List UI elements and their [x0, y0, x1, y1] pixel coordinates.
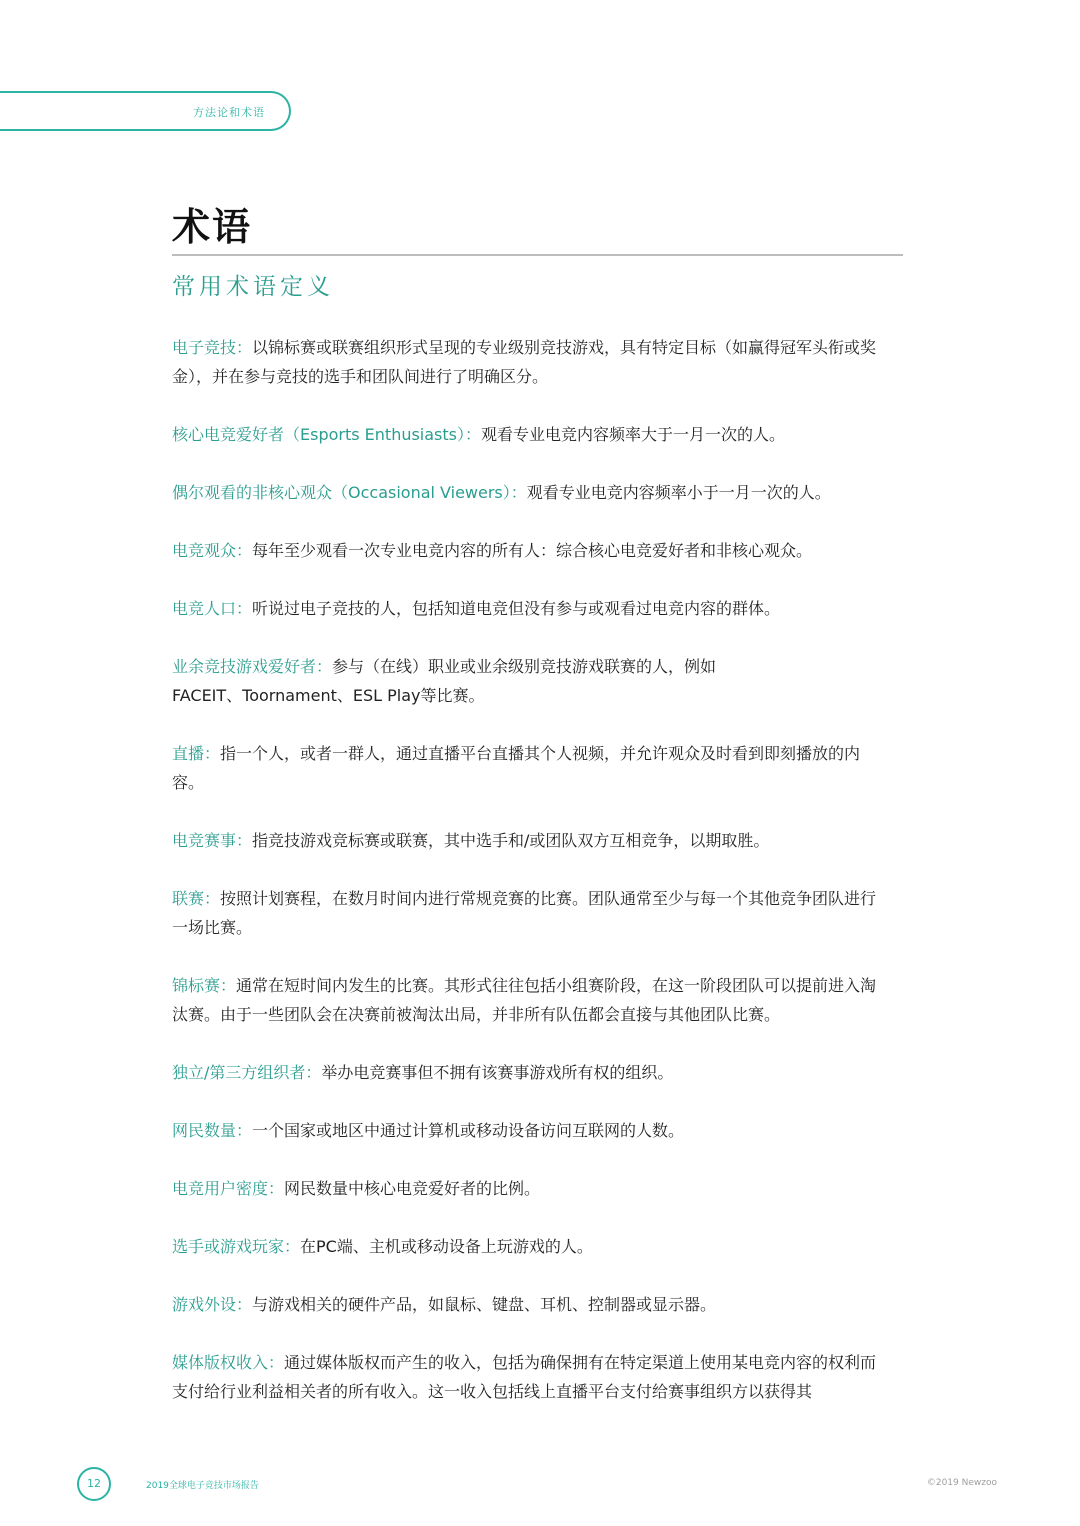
section-tab-label: 方法论和术语 — [193, 106, 265, 119]
definition-text: 指一个人，或者一群人，通过直播平台直播其个人视频，并允许观众及时看到即刻播放的内容。 — [172, 744, 861, 792]
definition-term: 直播： — [172, 744, 221, 763]
definition-term: 电竞赛事： — [172, 831, 253, 850]
definition-item — [172, 333, 892, 391]
definition-item — [172, 1058, 892, 1087]
definition-item — [172, 536, 892, 565]
definition-term: 独立/第三方组织者： — [172, 1063, 322, 1082]
definition-text: 在PC端、主机或移动设备上玩游戏的人。 — [300, 1237, 593, 1256]
footer-report-title: 2019全球电子竞技市场报告 — [146, 1481, 259, 1491]
definition-text: 按照计划赛程，在数月时间内进行常规竞赛的比赛。团队通常至少与每一个其他竞争团队进行一场比赛。 — [172, 889, 877, 937]
definition-item — [172, 884, 892, 942]
definition-term: 电子竞技： — [172, 338, 253, 357]
definition-term: 电竞人口： — [172, 599, 253, 618]
definition-text: 每年至少观看一次专业电竞内容的所有人：综合核心电竞爱好者和非核心观众。 — [252, 541, 813, 560]
definition-item — [172, 971, 892, 1029]
page-number: 12 — [77, 1467, 111, 1501]
definition-text: 观看专业电竞内容频率大于一月一次的人。 — [481, 425, 786, 444]
definition-item — [172, 1116, 892, 1145]
definition-item — [172, 1174, 892, 1203]
definition-item — [172, 826, 892, 855]
definition-term: 选手或游戏玩家： — [172, 1237, 301, 1256]
definition-item — [172, 420, 892, 449]
definition-text: 一个国家或地区中通过计算机或移动设备访问互联网的人数。 — [252, 1121, 685, 1140]
definition-item — [172, 594, 892, 623]
definition-item — [172, 1348, 892, 1406]
section-subtitle: 常用术语定义 — [172, 274, 334, 300]
definition-text: 指竞技游戏竞标赛或联赛，其中选手和/或团队双方互相竞争，以期取胜。 — [252, 831, 770, 850]
definition-term: 核心电竞爱好者（Esports Enthusiasts）： — [172, 425, 482, 444]
definition-term: 锦标赛： — [172, 976, 237, 995]
definition-term: 游戏外设： — [172, 1295, 253, 1314]
definition-term: 业余竞技游戏爱好者： — [172, 657, 333, 676]
definition-text: 通常在短时间内发生的比赛。其形式往往包括小组赛阶段，在这一阶段团队可以提前进入淘汰赛。由于一些团队会在决赛前被淘汰出局，并非所有队伍都会直接与其他团队比赛。 — [172, 976, 877, 1024]
definition-text: 举办电竞赛事但不拥有该赛事游戏所有权的组织。 — [321, 1063, 674, 1082]
definition-item — [172, 478, 892, 507]
definition-term: 电竞用户密度： — [172, 1179, 285, 1198]
definition-text: 通过媒体版权而产生的收入，包括为确保拥有在特定渠道上使用某电竞内容的权利而支付给行业利益相关者的所有收入。这一收入包括线上直播平台支付给赛事组织方以获得其 — [172, 1353, 877, 1401]
definition-item — [172, 1232, 892, 1261]
title-divider — [172, 254, 903, 256]
definition-text: 参与（在线）职业或业余级别竞技游戏联赛的人，例如FACEIT、Toornament、ESL Play等比赛。 — [172, 657, 717, 705]
definition-text: 听说过电子竞技的人，包括知道电竞但没有参与或观看过电竞内容的群体。 — [252, 599, 781, 618]
definition-item — [172, 652, 772, 710]
definition-term: 媒体版权收入： — [172, 1353, 285, 1372]
definition-text: 与游戏相关的硬件产品，如鼠标、键盘、耳机、控制器或显示器。 — [252, 1295, 717, 1314]
definition-term: 联赛： — [172, 889, 221, 908]
section-tab — [0, 91, 291, 131]
page-title: 术语 — [172, 205, 253, 249]
definition-term: 偶尔观看的非核心观众（Occasional Viewers）： — [172, 483, 527, 502]
definition-item — [172, 1290, 892, 1319]
definition-list — [172, 333, 892, 1406]
footer-copyright: ©2019 Newzoo — [926, 1478, 997, 1488]
definition-item — [172, 739, 892, 797]
definition-text: 观看专业电竞内容频率小于一月一次的人。 — [526, 483, 831, 502]
definition-text: 网民数量中核心电竞爱好者的比例。 — [284, 1179, 541, 1198]
definition-text: 以锦标赛或联赛组织形式呈现的专业级别竞技游戏，具有特定目标（如赢得冠军头衔或奖金），并在参与竞技的选手和团队间进行了明确区分。 — [172, 338, 877, 386]
definition-term: 网民数量： — [172, 1121, 253, 1140]
definition-term: 电竞观众： — [172, 541, 253, 560]
